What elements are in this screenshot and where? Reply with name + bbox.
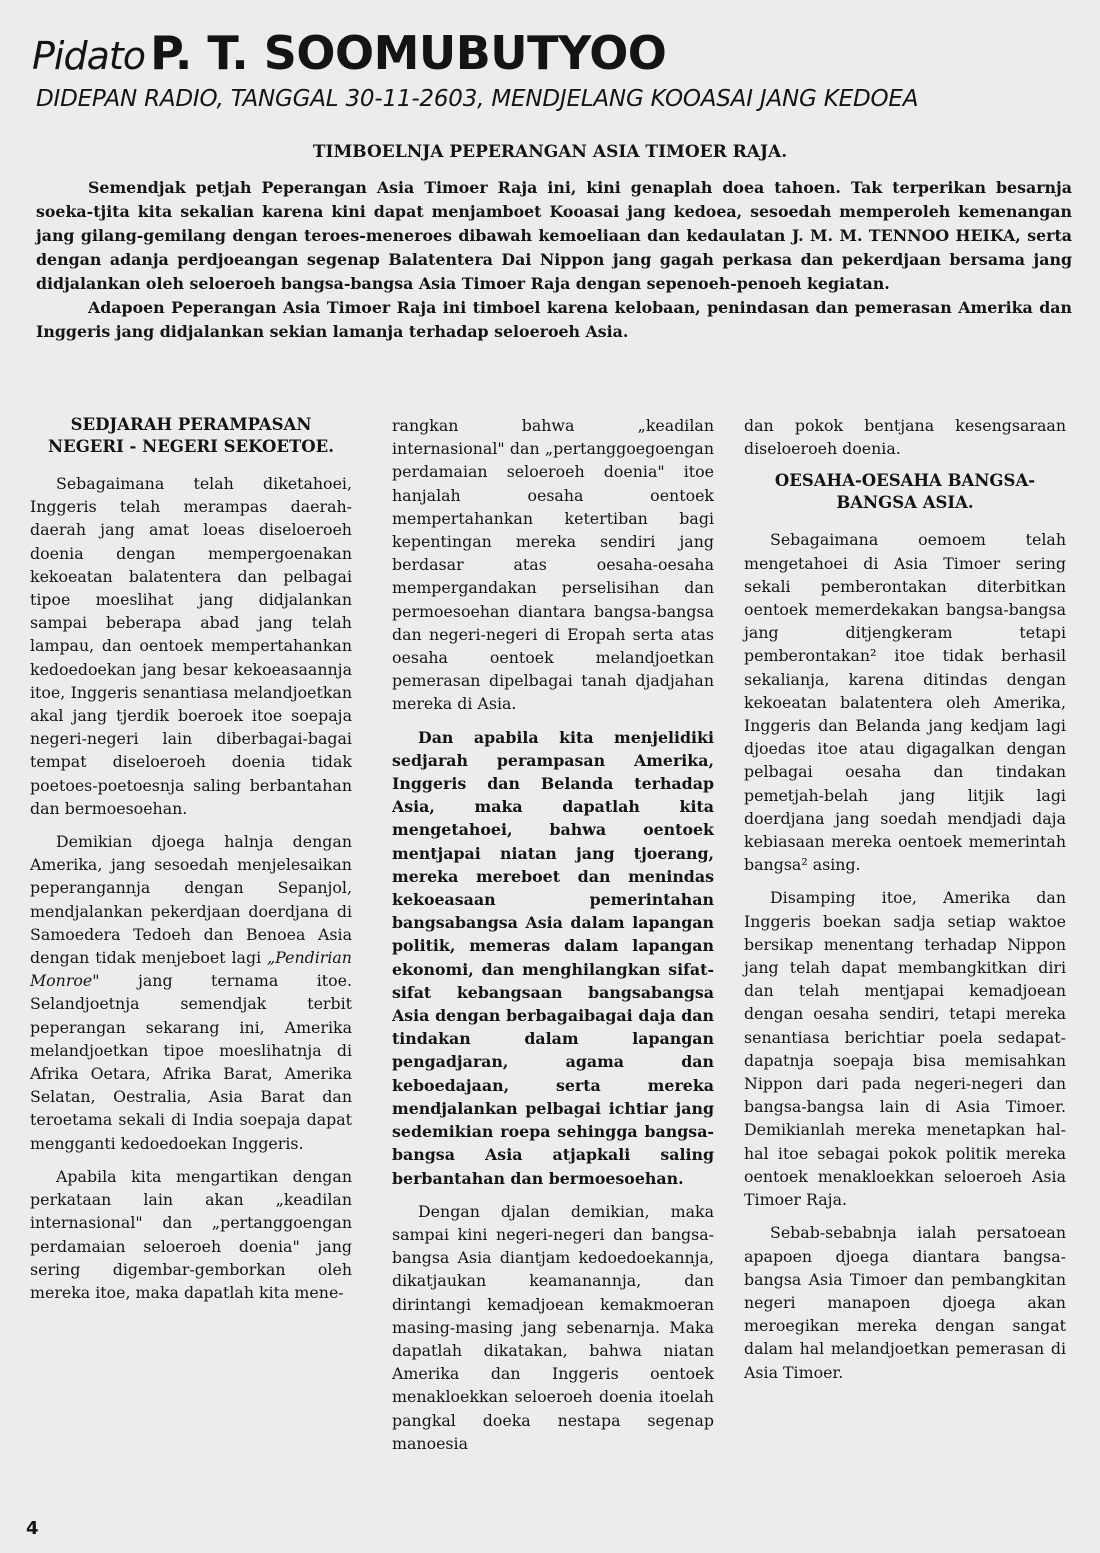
column-2 bbox=[392, 414, 714, 1465]
paragraph: dan pokok bentjana kesengsaraan diseloeroeh doenia. bbox=[744, 416, 1066, 459]
section-heading: SEDJARAH PERAMPASAN NEGERI - NEGERI SEKOETOE. bbox=[48, 415, 334, 456]
column-1 bbox=[30, 414, 352, 1314]
main-heading: TIMBOELNJA PEPERANGAN ASIA TIMOER RAJA. bbox=[312, 142, 788, 162]
title-prefix: Pidato bbox=[32, 34, 146, 78]
section-heading: OESAHA-OESAHA BANGSA-BANGSA ASIA. bbox=[774, 471, 1036, 513]
column-3 bbox=[744, 414, 1066, 1394]
paragraph-text: jang ternama itoe. Selandjoetnja semendjak terbit peperangan sekarang ini, Amerika melandjoetkan tipoe moeslihatnja di Afrika Oetara, Afrika Barat, Amerika Selatan, Oestralia, Asia Barat dan teroetama sekali di India soepaja dapat mengganti kedoedoekan Inggeris. bbox=[30, 971, 352, 1153]
title-name: P. T. SOOMUBUTYOO bbox=[150, 26, 667, 80]
intro-section bbox=[36, 176, 1072, 344]
paragraph: Sebagaimana telah diketahoei, Inggeris telah merampas daerah-daerah jang amat loeas diseloeroeh doenia dengan mempergoenakan kekoeatan balatentera dan pelbagai tipoe moeslihat jang didjalankan sampai beberapa abad jang telah lampau, dan oentoek mempertahankan kedoedoekan jang besar kekoeasaannja itoe, Inggeris senantiasa melandjoetkan akal jang tjerdik boeroek itoe soepaja negeri-negeri lain diberbagai-bagai tempat diseloeroeh doenia tidak poetoes-poetoesnja saling berbantahan dan bermoesoehan. bbox=[30, 474, 352, 818]
emphasis-text: „Pendirian Monroe" bbox=[30, 948, 352, 991]
paragraph: Sebab-sebabnja ialah persatoean apapoen djoega diantara bangsa-bangsa Asia Timoer dan pembangkitan negeri manapoen djoega akan meroegikan mereka dengan sangat dalam hal melandjoetkan pemerasan di Asia Timoer. bbox=[744, 1223, 1066, 1382]
paragraph-text: Demikian djoega halnja dengan Amerika, jang sesoedah menjelesaikan peperangannja dengan Sepanjol, mendjalankan pekerdjaan doerdjana di Samoedera Tedoeh dan Benoea Asia dengan tidak menjeboet lagi bbox=[30, 832, 352, 968]
article-title bbox=[32, 26, 666, 84]
paragraph: Apabila kita mengartikan dengan perkataan lain akan „keadilan internasional" dan „pertanggoengan perdamaian seloeroeh doenia" jang sering digembar-gemborkan oleh mereka itoe, maka dapatlah kita mene- bbox=[30, 1166, 352, 1302]
paragraph: Dengan djalan demikian, maka sampai kini negeri-negeri dan bangsa-bangsa Asia diantjam kedoedoekannja, dikatjaukan keamanannja, dan dirintangi kemadjoean kemakmoeran masing-masing jang sebenarnja. Maka dapatlah dikatakan, bahwa niatan Amerika dan Inggeris oentoek menakloekkan seloeroeh doenia itoelah pangkal doeka nestapa segenap manoesia bbox=[392, 1201, 714, 1453]
intro-paragraph: Semendjak petjah Peperangan Asia Timoer Raja ini, kini genaplah doea tahoen. Tak terperikan besarnja soeka-tjita kita sekalian karena kini dapat menjamboet Kooasai jang kedoea, sesoedah memperoleh kemenangan jang gilang-gemilang dengan teroes-meneroes dibawah kemoeliaan dan kedaulatan J. M. M. TENNOO HEIKA, serta dengan adanja perdjoeangan segenap Balatentera Dai Nippon jang gagah perkasa dan pekerdjaan bersama jang didjalankan oleh seloeroeh bangsa-bangsa Asia Timoer Raja dengan sepenoeh-penoeh kegiatan. bbox=[36, 178, 1072, 293]
paragraph bbox=[30, 830, 352, 1155]
page-number: 4 bbox=[26, 1518, 39, 1539]
paragraph: rangkan bahwa „keadilan internasional" dan „pertanggoegoengan perdamaian seloeroeh doenia" itoe hanjalah oesaha oentoek mempertahankan ketertiban bagi kepentingan mereka sendiri jang berdasar atas oesaha-oesaha mempergandakan perselisihan dan permoesoehan diantara bangsa-bangsa dan negeri-negeri di Eropah serta atas oesaha oentoek melandjoetkan pemerasan dipelbagai tanah djadjahan mereka di Asia. bbox=[392, 416, 714, 714]
paragraph: Disamping itoe, Amerika dan Inggeris boekan sadja setiap waktoe bersikap menentang terhadap Nippon jang telah dapat membangkitkan diri dan telah mentjapai kemadjoean dengan oesaha sendiri, tetapi mereka senantiasa berichtiar poela sedapat-dapatnja soepaja bisa memisahkan Nippon dari pada negeri-negeri dan bangsa-bangsa lain di Asia Timoer. Demikianlah mereka menetapkan hal-hal itoe sebagai pokok politik mereka oentoek menakloekkan seloeroeh Asia Timoer Raja. bbox=[744, 888, 1066, 1210]
bold-paragraph: Dan apabila kita menjelidiki sedjarah perampasan Amerika, Inggeris dan Belanda terhadap Asia, maka dapatlah kita mengetahoei, bahwa oentoek mentjapai niatan jang tjoerang, mereka mereboet dan menindas kekoeasaan pemerintahan bangsabangsa Asia dalam lapangan politik, memeras dalam lapangan ekonomi, dan menghilangkan sifat-sifat kebangsaan bangsabangsa Asia dengan berbagaibagai daja dan tindakan dalam lapangan pengadjaran, agama dan keboedajaan, serta mereka mendjalankan pelbagai ichtiar jang sedemikian roepa sehingga bangsa-bangsa Asia atjapkali saling berbantahan dan bermoesoehan. bbox=[392, 727, 714, 1188]
paragraph: Sebagaimana oemoem telah mengetahoei di Asia Timoer sering sekali pemberontakan diterbitkan oentoek memerdekakan bangsa-bangsa jang ditjengkeram tetapi pemberontakan² itoe tidak berhasil sekalianja, karena ditindas dengan kekoeatan balatentera oleh Amerika, Inggeris dan Belanda jang kedjam lagi djoedas itoe atau digagalkan dengan pelbagai oesaha dan tindakan pemetjah-belah jang litjik lagi doerdjana jang soedah mendjadi daja kebiasaan mereka oentoek memerintah bangsa² asing. bbox=[744, 530, 1066, 875]
article-subtitle: DIDEPAN RADIO, TANGGAL 30-11-2603, MENDJELANG KOOASAI JANG KEDOEA bbox=[36, 86, 919, 112]
intro-paragraph: Adapoen Peperangan Asia Timoer Raja ini timboel karena kelobaan, penindasan dan pemerasan Amerika dan Inggeris jang didjalankan sekian lamanja terhadap seloeroeh Asia. bbox=[36, 298, 1072, 341]
